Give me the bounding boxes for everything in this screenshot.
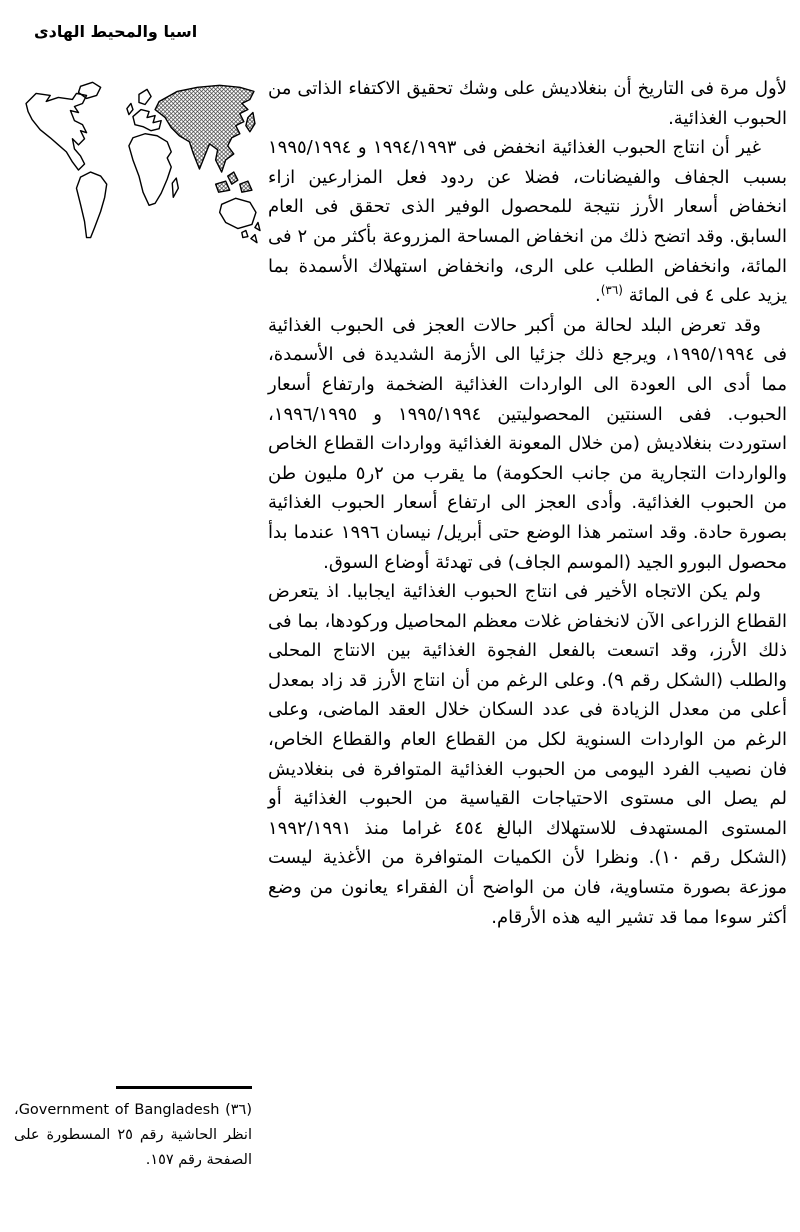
- map-indonesia-west-hatched: [216, 181, 230, 192]
- map-asia-hatched-region: [155, 85, 254, 172]
- map-scandinavia: [139, 89, 151, 104]
- map-south-america: [76, 172, 106, 238]
- paragraph-2-text: غير أن انتاج الحبوب الغذائية انخفض فى ١٩٩٤/١٩٩٣ و ١٩٩٥/١٩٩٤ بسبب الجفاف والفيضانات، فضلا عن ردود فعل المزارعين ازاء انخفاض أسعار الأرز نتيجة للمحصول الوفير الذى تحقق فى العام السابق. وقد اتضح ذلك من انخفاض المساحة المزروعة بأكثر من ٢ فى المائة، وانخفاض الطلب على الرى، وانخفاض استهلاك الأسمدة بما يزيد على ٤ فى المائة: [268, 137, 787, 307]
- paragraph-2-period: .: [594, 285, 601, 307]
- map-british-isles: [127, 103, 133, 114]
- map-tasmania: [242, 231, 248, 238]
- footnote: [14, 1098, 252, 1173]
- map-greenland: [78, 82, 100, 98]
- footnote-ref-36: (٣٦): [600, 283, 623, 298]
- map-africa: [129, 134, 171, 206]
- footnote-text: ، انظر الحاشية رقم ٢٥ المسطورة على الصفحة رقم ١٥٧.: [14, 1102, 252, 1168]
- world-map: [20, 78, 262, 254]
- footnote-citation: Government of Bangladesh: [18, 1102, 220, 1118]
- map-new-zealand: [251, 222, 260, 242]
- map-north-america: [26, 93, 87, 170]
- world-map-graphic: [20, 78, 262, 254]
- footnote-divider: [116, 1086, 252, 1089]
- footnote-marker: (٣٦): [225, 1102, 252, 1118]
- article-body: [268, 74, 787, 932]
- paragraph-4: ولم يكن الاتجاه الأخير فى انتاج الحبوب الغذائية ايجابيا. اذ يتعرض القطاع الزراعى الآن لانخفاض غلات معظم المحاصيل وركودها، بما فى ذلك الأرز، وقد اتسعت بالفعل الفجوة الغذائية بين الانتاج المحلى والطلب (الشكل رقم ٩). وعلى الرغم من أن انتاج الأرز قد زاد بمعدل أعلى من معدل الزيادة فى عدد السكان خلال العقد الماضى، وعلى الرغم من الواردات السنوية لكل من القطاع العام والقطاع الخاص، فان نصيب الفرد اليومى من الحبوب الغذائية المتوافرة فى بنغلاديش لم يصل الى مستوى الاحتياجات القياسية من الحبوب الغذائية أو المستوى المستهدف للاستهلاك البالغ ٤٥٤ غراما منذ ١٩٩٢/١٩٩١ (الشكل رقم ١٠). ونظرا لأن الكميات المتوافرة من الأغذية ليست موزعة بصورة متساوية، فان من الواضح أن الفقراء يعانون من وضع أكثر سوءا مما قد تشير اليه هذه الأرقام.: [268, 581, 788, 928]
- running-header: اسيا والمحيط الهادى: [34, 22, 198, 41]
- paragraph-2: [268, 133, 787, 311]
- map-madagascar: [172, 178, 178, 197]
- paragraph-3: وقد تعرض البلد لحالة من أكبر حالات العجز فى الحبوب الغذائية فى ١٩٩٥/١٩٩٤، ويرجع ذلك جزئيا الى الأزمة الشديدة فى الأسمدة، مما أدى الى العودة الى الواردات الغذائية الضخمة وارتفاع أسعار الحبوب. ففى السنتين المحصوليتين ١٩٩٥/١٩٩٤ و ١٩٩٦/١٩٩٥، استوردت بنغلاديش (من خلال المعونة الغذائية وواردات القطاع الخاص والواردات التجارية من جانب الحكومة) ما يقرب من ٢ر٥ مليون طن من الحبوب الغذائية. وأدى العجز الى ارتفاع أسعار الحبوب الغذائية بصورة حادة. وقد استمر هذا الوضع حتى أبريل/ نيسان ١٩٩٦ عندما بدأ محصول البورو الجيد (الموسم الجاف) فى تهدئة أوضاع السوق.: [268, 314, 788, 573]
- paragraph-1: لأول مرة فى التاريخ أن بنغلاديش على وشك تحقيق الاكتفاء الذاتى من الحبوب الغذائية.: [268, 78, 787, 129]
- map-indonesia-east-hatched: [240, 181, 252, 192]
- footnote-area: [14, 1086, 252, 1173]
- map-philippines-hatched: [228, 172, 238, 184]
- map-japan-hatched: [246, 113, 255, 132]
- map-australia: [220, 198, 256, 228]
- map-europe: [133, 110, 161, 131]
